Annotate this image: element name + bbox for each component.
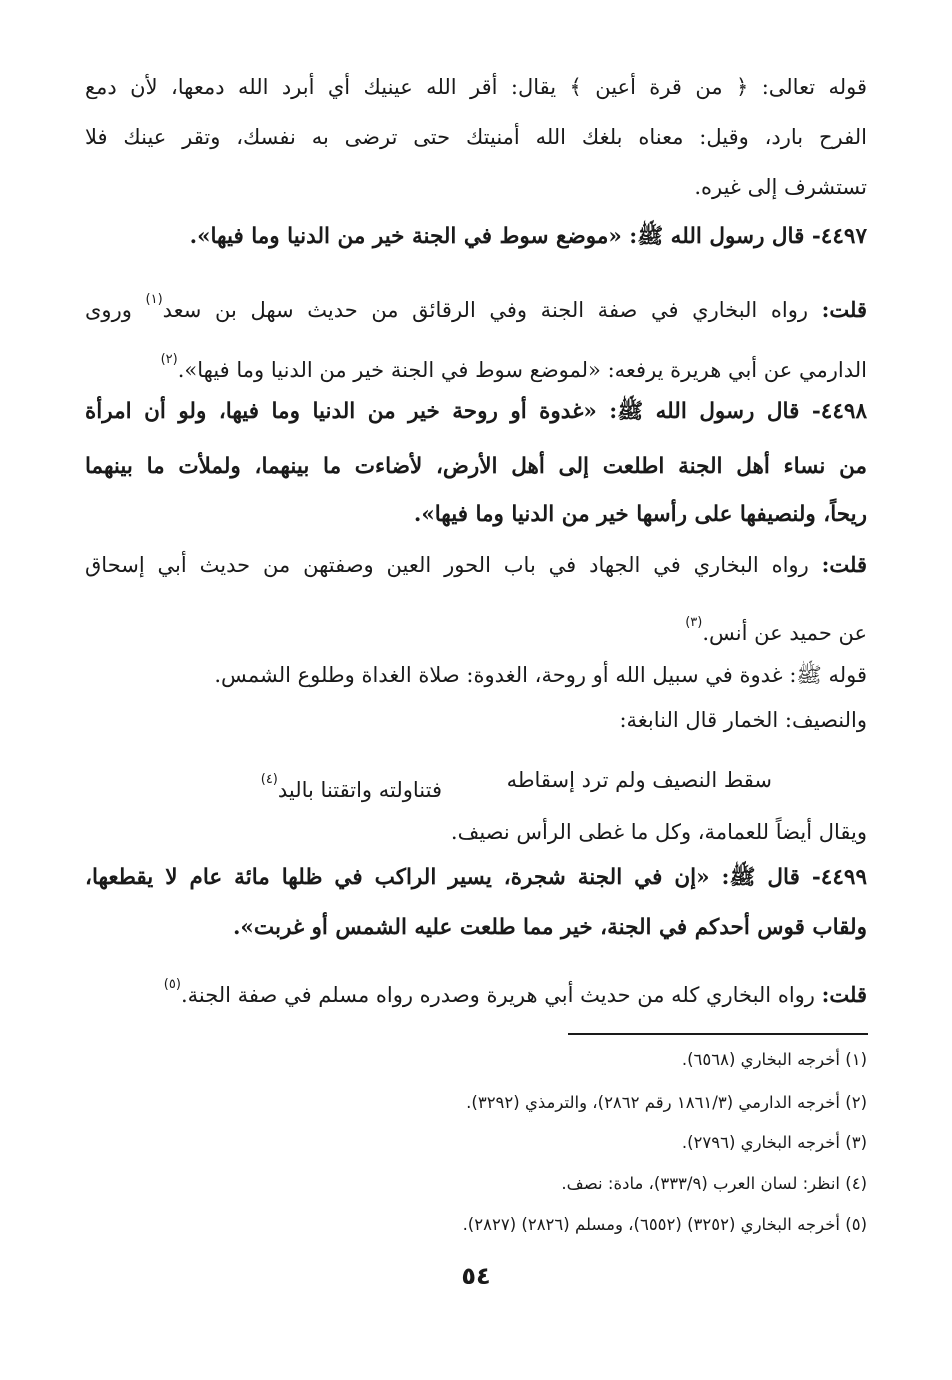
explanation-line: والنصيف: الخمار قال النابغة: xyxy=(619,708,867,732)
body-text-line: الفرح بارد، وقيل: معناه بلغك الله أمنيتك حتى ترضى به نفسك، وتقر عينك فلا xyxy=(85,125,867,149)
footnote-2: (٢) أخرجه الدارمي (١٨٦١/٣ رقم ٢٨٦٢)، والترمذي (٣٢٩٢). xyxy=(466,1093,867,1112)
footnote-3: (٣) أخرجه البخاري (٢٧٩٦). xyxy=(681,1133,867,1152)
footnote-ref-1: (١) xyxy=(145,292,163,307)
hadith-4498-line: ٤٤٩٨- قال رسول الله ﷺ: «غدوة أو روحة خير من الدنيا وما فيها، ولو أن امرأة xyxy=(85,399,867,424)
commentary-label: قلت: xyxy=(821,297,867,322)
commentary-text: عن حميد عن أنس. xyxy=(702,621,867,645)
commentary-4497-line1 xyxy=(85,285,867,325)
commentary-4498-line1 xyxy=(85,550,867,580)
page-number: ٥٤ xyxy=(461,1262,491,1290)
verse-second-hemistich xyxy=(261,765,442,805)
footnote-1: (١) أخرجه البخاري (٦٥٦٨). xyxy=(681,1050,867,1069)
verse-text: فتناولته واتقتنا باليد xyxy=(277,778,442,802)
footnote-ref-3: (٣) xyxy=(685,615,703,630)
footnote-separator xyxy=(568,1033,868,1035)
hadith-4498-line: ريحاً، ولنصيفها على رأسها خير من الدنيا وما فيها». xyxy=(413,502,867,527)
commentary-4498-line2 xyxy=(85,608,867,648)
hadith-4499-line: ولقاب قوس أحدكم في الجنة، خير مما طلعت عليه الشمس أو غربت». xyxy=(232,915,867,940)
explanation-line: قوله ﷺ: غدوة في سبيل الله أو روحة، الغدوة: صلاة الغداة وطلوع الشمس. xyxy=(214,663,867,687)
footnote-ref-4: (٤) xyxy=(260,772,278,787)
body-text-line: تستشرف إلى غيره. xyxy=(694,175,867,199)
verse-first-hemistich: سقط النصيف ولم ترد إسقاطه xyxy=(506,768,772,792)
footnote-4: (٤) انظر: لسان العرب (٣٣٣/٩)، مادة: نصف. xyxy=(561,1174,867,1193)
commentary-text: رواه البخاري كله من حديث أبي هريرة وصدره رواه مسلم في صفة الجنة. xyxy=(180,983,815,1007)
commentary-4497-line2 xyxy=(85,345,867,385)
body-text-line: قوله تعالى: ﴿ من قرة أعين ﴾ يقال: أقر الله عينيك أي أبرد الله دمعها، لأن دمع xyxy=(85,75,867,99)
footnote-ref-2: (٢) xyxy=(160,352,178,367)
commentary-label: قلت: xyxy=(821,552,867,577)
hadith-4498-line: من نساء أهل الجنة اطلعت إلى أهل الأرض، لأضاءت ما بينهما، ولملأت ما بينهما xyxy=(85,454,867,479)
commentary-text: رواه البخاري في الجهاد في باب الحور العين وصفتهن من حديث أبي إسحاق xyxy=(85,553,809,577)
commentary-text: وروى xyxy=(85,298,132,322)
body-text-line: ويقال أيضاً للعمامة، وكل ما غطى الرأس نصيف. xyxy=(450,820,867,844)
commentary-text: رواه البخاري في صفة الجنة وفي الرقائق من حديث سهل بن سعد xyxy=(162,298,808,322)
commentary-label: قلت: xyxy=(821,982,867,1007)
hadith-4497: ٤٤٩٧- قال رسول الله ﷺ: «موضع سوط في الجنة خير من الدنيا وما فيها». xyxy=(189,224,867,249)
hadith-4499-line: ٤٤٩٩- قال ﷺ: «إن في الجنة شجرة، يسير الراكب في ظلها مائة عام لا يقطعها، xyxy=(85,865,867,890)
commentary-text: الدارمي عن أبي هريرة يرفعه: «لموضع سوط في الجنة خير من الدنيا وما فيها». xyxy=(177,358,867,382)
footnote-5: (٥) أخرجه البخاري (٣٢٥٢) (٦٥٥٢)، ومسلم (٢٨٢٦) (٢٨٢٧). xyxy=(462,1215,867,1234)
footnote-ref-5: (٥) xyxy=(163,977,181,992)
commentary-4499-line1 xyxy=(85,970,867,1010)
